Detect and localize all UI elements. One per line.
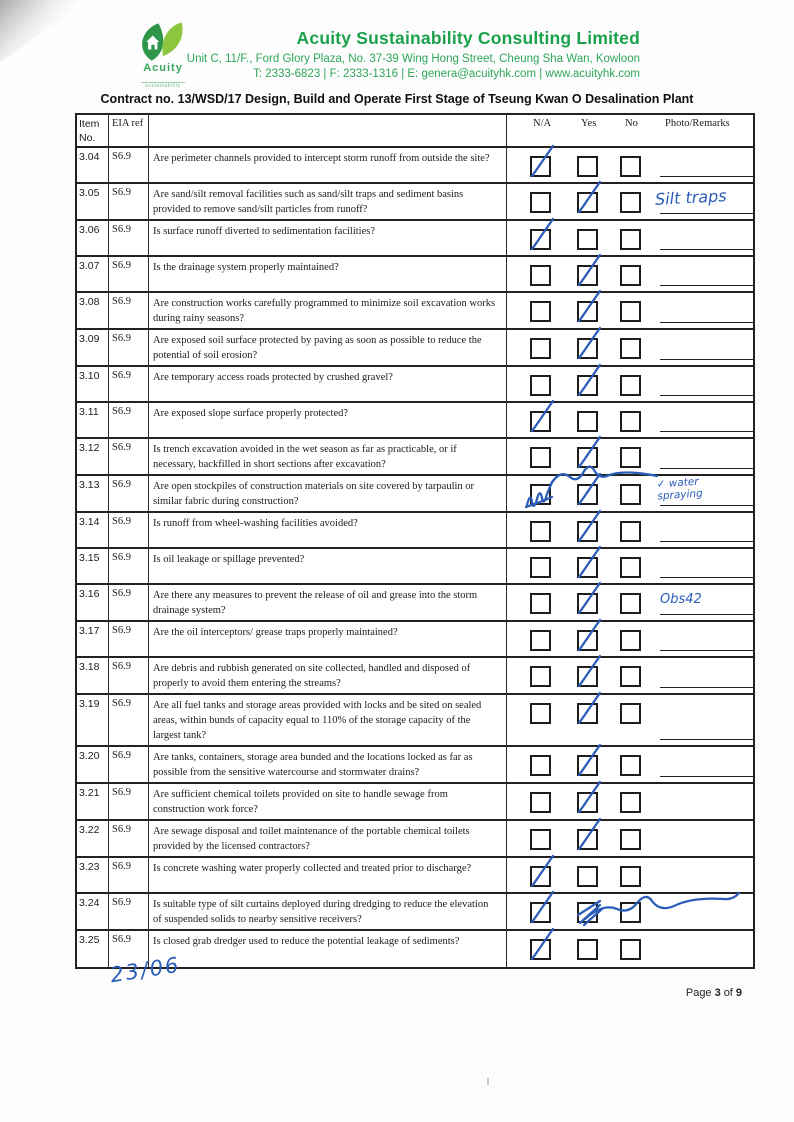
row-question: Are open stockpiles of construction materials on site covered by tarpaulin or similar fabric during construction? — [149, 476, 507, 511]
checkbox-no — [620, 375, 641, 396]
row-item-no: 3.19 — [77, 695, 109, 745]
checklist-row — [77, 184, 753, 221]
row-question: Are construction works carefully programmed to minimize soil excavation works during rainy seasons? — [149, 293, 507, 328]
header-item-label: Item — [79, 118, 100, 130]
checkbox-na — [530, 703, 551, 724]
row-checks — [507, 858, 753, 892]
page-number — [683, 987, 742, 999]
checkbox-na — [530, 301, 551, 322]
remarks-line — [660, 322, 753, 323]
header-checks — [507, 115, 753, 146]
row-checks — [507, 784, 753, 819]
row-eia-ref: S6.9 — [109, 784, 149, 819]
header-remarks-label: Photo/Remarks — [665, 118, 730, 129]
checkbox-na — [530, 265, 551, 286]
row-eia-ref: S6.9 — [109, 293, 149, 328]
checkbox-no — [620, 666, 641, 687]
row-eia-ref: S6.9 — [109, 931, 149, 967]
row-checks — [507, 747, 753, 782]
checkbox-na — [530, 484, 551, 505]
checkbox-yes — [577, 902, 598, 923]
row-question: Is closed grab dredger used to reduce the potential leakage of sediments? — [149, 931, 507, 967]
checkbox-na — [530, 829, 551, 850]
checklist-row — [77, 293, 753, 330]
row-question: Are there any measures to prevent the release of oil and grease into the storm drainage system? — [149, 585, 507, 620]
row-item-no: 3.16 — [77, 585, 109, 620]
remarks-line — [660, 176, 753, 177]
checkbox-na — [530, 411, 551, 432]
remarks-line — [660, 431, 753, 432]
checkbox-yes — [577, 521, 598, 542]
remarks-line — [660, 213, 753, 214]
row-eia-ref: S6.9 — [109, 439, 149, 474]
checklist-row — [77, 476, 753, 513]
checkbox-no — [620, 484, 641, 505]
header-item-no — [77, 115, 109, 146]
checklist-row — [77, 257, 753, 293]
checkbox-yes — [577, 447, 598, 468]
checklist-row — [77, 439, 753, 476]
checkbox-no — [620, 829, 641, 850]
checkbox-na — [530, 902, 551, 923]
row-eia-ref: S6.9 — [109, 658, 149, 693]
checkbox-yes — [577, 866, 598, 887]
remarks-line — [660, 395, 753, 396]
row-checks — [507, 894, 753, 929]
checkbox-na — [530, 792, 551, 813]
row-checks — [507, 184, 753, 219]
row-checks — [507, 821, 753, 856]
checkbox-na — [530, 156, 551, 177]
checkbox-no — [620, 521, 641, 542]
checkbox-no — [620, 939, 641, 960]
row-question: Are sufficient chemical toilets provided on site to handle sewage from construction work force? — [149, 784, 507, 819]
page-corner-fold-artifact — [0, 0, 88, 62]
row-question: Are tanks, containers, storage area bunded and the locations locked as far as possible from the sensitive watercourse and stormwater drains? — [149, 747, 507, 782]
header-question-column — [149, 115, 507, 146]
row-item-no: 3.10 — [77, 367, 109, 401]
row-eia-ref: S6.9 — [109, 330, 149, 365]
row-question: Is trench excavation avoided in the wet season as far as practicable, or if necessary, backfilled in short sections after excavation? — [149, 439, 507, 474]
handwritten-date: 23/06 — [108, 952, 182, 988]
row-eia-ref: S6.9 — [109, 622, 149, 656]
checkbox-yes — [577, 229, 598, 250]
row-checks — [507, 293, 753, 328]
row-eia-ref: S6.9 — [109, 747, 149, 782]
remarks-line — [660, 285, 753, 286]
checklist-row — [77, 549, 753, 585]
row-eia-ref: S6.9 — [109, 821, 149, 856]
row-question: Is the drainage system properly maintained? — [149, 257, 507, 291]
row-question: Is oil leakage or spillage prevented? — [149, 549, 507, 583]
row-checks — [507, 330, 753, 365]
row-question: Are temporary access roads protected by crushed gravel? — [149, 367, 507, 401]
row-eia-ref: S6.9 — [109, 858, 149, 892]
checkbox-yes — [577, 792, 598, 813]
checkbox-no — [620, 630, 641, 651]
row-checks — [507, 148, 753, 182]
row-item-no: 3.13 — [77, 476, 109, 511]
row-eia-ref: S6.9 — [109, 894, 149, 929]
table-header-row — [77, 115, 753, 148]
checkbox-na — [530, 447, 551, 468]
checklist-row — [77, 513, 753, 549]
page-current: 3 — [714, 987, 721, 999]
row-question: Are perimeter channels provided to intercept storm runoff from outside the site? — [149, 148, 507, 182]
checkbox-na — [530, 593, 551, 614]
row-question: Are all fuel tanks and storage areas provided with locks and be sited on sealed areas, within bunds of capacity equal to 110% of the storage capacity of the largest tank? — [149, 695, 507, 745]
row-checks — [507, 931, 753, 967]
checkbox-no — [620, 229, 641, 250]
company-contact: T: 2333-6823 | F: 2333-1316 | E: genera@acuityhk.com | www.acuityhk.com — [253, 68, 640, 80]
row-question: Are exposed slope surface properly protected? — [149, 403, 507, 437]
page-of: of — [723, 987, 733, 999]
row-item-no: 3.08 — [77, 293, 109, 328]
checklist-row — [77, 821, 753, 858]
row-question: Are sewage disposal and toilet maintenance of the portable chemical toilets provided by the licensed contractors? — [149, 821, 507, 856]
checklist-row — [77, 148, 753, 184]
checkbox-yes — [577, 338, 598, 359]
row-checks — [507, 403, 753, 437]
remarks-line — [660, 541, 753, 542]
checkbox-yes — [577, 484, 598, 505]
checklist-rows — [77, 148, 753, 967]
checklist-table — [75, 113, 755, 969]
checkbox-no — [620, 755, 641, 776]
checkbox-na — [530, 192, 551, 213]
row-item-no: 3.25 — [77, 931, 109, 967]
row-item-no: 3.15 — [77, 549, 109, 583]
remarks-line — [660, 359, 753, 360]
checkbox-yes — [577, 156, 598, 177]
checkbox-na — [530, 939, 551, 960]
checkbox-yes — [577, 593, 598, 614]
checkbox-yes — [577, 375, 598, 396]
page-prefix: Page — [685, 987, 712, 999]
row-item-no: 3.21 — [77, 784, 109, 819]
header-na-label: N/A — [533, 118, 552, 129]
row-eia-ref: S6.9 — [109, 513, 149, 547]
row-item-no: 3.17 — [77, 622, 109, 656]
checkbox-yes — [577, 666, 598, 687]
checkbox-no — [620, 192, 641, 213]
checklist-row — [77, 858, 753, 894]
remark-handwriting: ✓ water spraying — [656, 475, 704, 503]
remark-handwriting: Silt traps — [654, 186, 728, 209]
checklist-row — [77, 622, 753, 658]
checkbox-yes — [577, 829, 598, 850]
row-eia-ref: S6.9 — [109, 549, 149, 583]
row-item-no: 3.20 — [77, 747, 109, 782]
row-eia-ref: S6.9 — [109, 476, 149, 511]
checkbox-no — [620, 902, 641, 923]
row-checks — [507, 221, 753, 255]
checklist-row — [77, 585, 753, 622]
remarks-line — [660, 249, 753, 250]
remarks-line — [660, 687, 753, 688]
row-item-no: 3.18 — [77, 658, 109, 693]
checklist-row — [77, 695, 753, 747]
row-eia-ref: S6.9 — [109, 585, 149, 620]
checkbox-na — [530, 229, 551, 250]
company-address: Unit C, 11/F., Ford Glory Plaza, No. 37-39 Wing Hong Street, Cheung Sha Wan, Kowloon — [186, 53, 640, 65]
row-question: Are sand/silt removal facilities such as sand/silt traps and sediment basins provided to remove sand/silt particles from runoff? — [149, 184, 507, 219]
checklist-row — [77, 221, 753, 257]
checklist-row — [77, 784, 753, 821]
checkbox-no — [620, 792, 641, 813]
checklist-row — [77, 330, 753, 367]
row-checks — [507, 367, 753, 401]
row-eia-ref: S6.9 — [109, 221, 149, 255]
row-eia-ref: S6.9 — [109, 695, 149, 745]
row-checks — [507, 695, 753, 745]
remarks-line — [660, 505, 753, 506]
row-item-no: 3.23 — [77, 858, 109, 892]
checkbox-yes — [577, 755, 598, 776]
checkbox-no — [620, 301, 641, 322]
remarks-line — [660, 776, 753, 777]
remarks-line — [660, 468, 753, 469]
checkbox-na — [530, 866, 551, 887]
checkbox-na — [530, 755, 551, 776]
checkbox-yes — [577, 192, 598, 213]
checkbox-yes — [577, 939, 598, 960]
row-eia-ref: S6.9 — [109, 403, 149, 437]
row-eia-ref: S6.9 — [109, 257, 149, 291]
checkbox-no — [620, 703, 641, 724]
row-item-no: 3.12 — [77, 439, 109, 474]
contract-title: Contract no. 13/WSD/17 Design, Build and Operate First Stage of Tseung Kwan O Desalination Plant — [100, 92, 694, 106]
checklist-row — [77, 403, 753, 439]
checkbox-yes — [577, 703, 598, 724]
remarks-line — [660, 739, 753, 740]
checkbox-no — [620, 338, 641, 359]
checkbox-na — [530, 666, 551, 687]
checklist-row — [77, 658, 753, 695]
remarks-line — [660, 577, 753, 578]
checkbox-no — [620, 447, 641, 468]
row-eia-ref: S6.9 — [109, 184, 149, 219]
checklist-row — [77, 894, 753, 931]
checkbox-no — [620, 866, 641, 887]
row-checks — [507, 658, 753, 693]
header-yes-label: Yes — [581, 118, 597, 129]
row-checks — [507, 257, 753, 291]
row-checks — [507, 513, 753, 547]
row-item-no: 3.14 — [77, 513, 109, 547]
row-item-no: 3.07 — [77, 257, 109, 291]
checkbox-yes — [577, 265, 598, 286]
checkbox-no — [620, 156, 641, 177]
checkbox-na — [530, 521, 551, 542]
checkbox-no — [620, 411, 641, 432]
row-item-no: 3.05 — [77, 184, 109, 219]
row-checks — [507, 439, 753, 474]
remarks-line — [660, 614, 753, 615]
remark-handwriting: Obs42 — [660, 592, 702, 607]
row-checks — [507, 549, 753, 583]
row-question: Are debris and rubbish generated on site collected, handled and disposed of properly to avoid them entering the streams? — [149, 658, 507, 693]
row-item-no: 3.06 — [77, 221, 109, 255]
row-checks — [507, 476, 753, 511]
checkbox-yes — [577, 557, 598, 578]
row-item-no: 3.22 — [77, 821, 109, 856]
checkbox-no — [620, 265, 641, 286]
row-item-no: 3.04 — [77, 148, 109, 182]
header-eia-ref: EIA ref — [109, 115, 149, 146]
row-eia-ref: S6.9 — [109, 367, 149, 401]
row-question: Are the oil interceptors/ grease traps properly maintained? — [149, 622, 507, 656]
header-no-col-label: No — [625, 118, 638, 129]
row-question: Is suitable type of silt curtains deployed during dredging to reduce the elevation of suspended solids to nearby sensitive receivers? — [149, 894, 507, 929]
row-eia-ref: S6.9 — [109, 148, 149, 182]
row-item-no: 3.11 — [77, 403, 109, 437]
checkbox-na — [530, 630, 551, 651]
company-name: Acuity Sustainability Consulting Limited — [296, 28, 640, 48]
row-checks — [507, 585, 753, 620]
row-question: Is concrete washing water properly collected and treated prior to discharge? — [149, 858, 507, 892]
checkbox-na — [530, 338, 551, 359]
checkbox-yes — [577, 301, 598, 322]
checklist-row — [77, 747, 753, 784]
checkbox-yes — [577, 630, 598, 651]
checkbox-no — [620, 557, 641, 578]
scan-smudge-artifact — [487, 1078, 489, 1085]
remarks-line — [660, 650, 753, 651]
row-question: Are exposed soil surface protected by paving as soon as possible to reduce the potential of soil erosion? — [149, 330, 507, 365]
checklist-row — [77, 367, 753, 403]
page-total: 9 — [735, 987, 742, 999]
checkbox-na — [530, 375, 551, 396]
logo-tagline: sustainability — [141, 82, 185, 89]
row-item-no: 3.24 — [77, 894, 109, 929]
row-question: Is surface runoff diverted to sedimentation facilities? — [149, 221, 507, 255]
checkbox-yes — [577, 411, 598, 432]
letterhead — [150, 28, 640, 82]
header-no-label: No. — [79, 132, 96, 144]
row-question: Is runoff from wheel-washing facilities avoided? — [149, 513, 507, 547]
checkbox-no — [620, 593, 641, 614]
logo-text: Acuity — [143, 62, 183, 74]
row-checks — [507, 622, 753, 656]
row-item-no: 3.09 — [77, 330, 109, 365]
checkbox-na — [530, 557, 551, 578]
